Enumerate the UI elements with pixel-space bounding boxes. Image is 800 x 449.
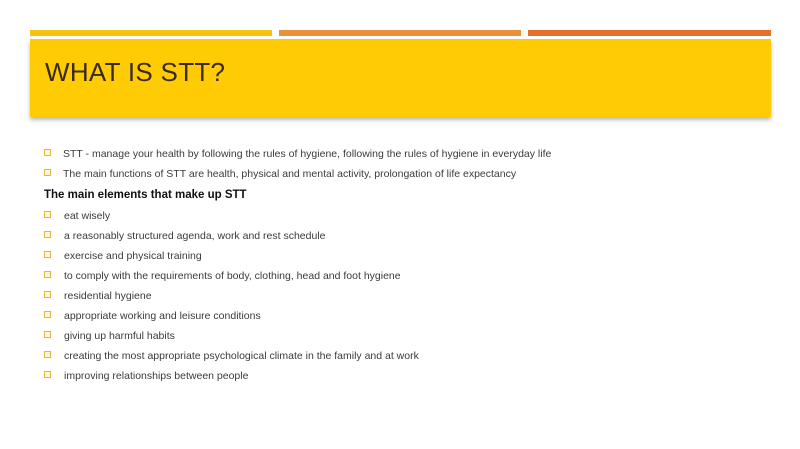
section-heading: The main elements that make up STT <box>44 189 247 201</box>
slide-title: WHAT IS STT? <box>45 57 226 87</box>
accent-bar-yellow <box>30 30 272 36</box>
title-band <box>30 39 771 117</box>
square-bullet-icon <box>44 149 51 156</box>
square-bullet-icon <box>44 331 51 338</box>
square-bullet-icon <box>44 371 51 378</box>
list-item <box>44 164 764 184</box>
square-bullet-icon <box>44 351 51 358</box>
list-item <box>44 326 764 346</box>
square-bullet-icon <box>44 251 51 258</box>
square-bullet-icon <box>44 169 51 176</box>
list-item-text: STT - manage your health by following the rules of hygiene, following the rules of hygiene in everyday life <box>63 148 552 160</box>
list-item-text: eat wisely <box>64 210 111 222</box>
list-item-text: to comply with the requirements of body, clothing, head and foot hygiene <box>64 270 401 282</box>
accent-bar-orange <box>279 30 521 36</box>
square-bullet-icon <box>44 311 51 318</box>
list-item <box>44 306 764 326</box>
list-item-text: appropriate working and leisure conditions <box>64 310 261 322</box>
list-item <box>44 266 764 286</box>
list-item-text: a reasonably structured agenda, work and rest schedule <box>64 230 326 242</box>
square-bullet-icon <box>44 271 51 278</box>
square-bullet-icon <box>44 211 51 218</box>
list-item <box>44 366 764 386</box>
list-item-text: improving relationships between people <box>64 370 249 382</box>
list-item-text: The main functions of STT are health, physical and mental activity, prolongation of life expectancy <box>63 168 517 180</box>
list-item <box>44 226 764 246</box>
list-item-text: exercise and physical training <box>64 250 202 262</box>
list-item <box>44 206 764 226</box>
accent-bar-dark-orange <box>528 30 771 36</box>
list-item <box>44 246 764 266</box>
list-item <box>44 346 764 366</box>
slide-content <box>44 144 764 386</box>
list-item <box>44 286 764 306</box>
list-item-text: residential hygiene <box>64 290 152 302</box>
list-item-text: giving up harmful habits <box>64 330 175 342</box>
square-bullet-icon <box>44 231 51 238</box>
square-bullet-icon <box>44 291 51 298</box>
list-item <box>44 144 764 164</box>
list-item-text: creating the most appropriate psychological climate in the family and at work <box>64 350 419 362</box>
